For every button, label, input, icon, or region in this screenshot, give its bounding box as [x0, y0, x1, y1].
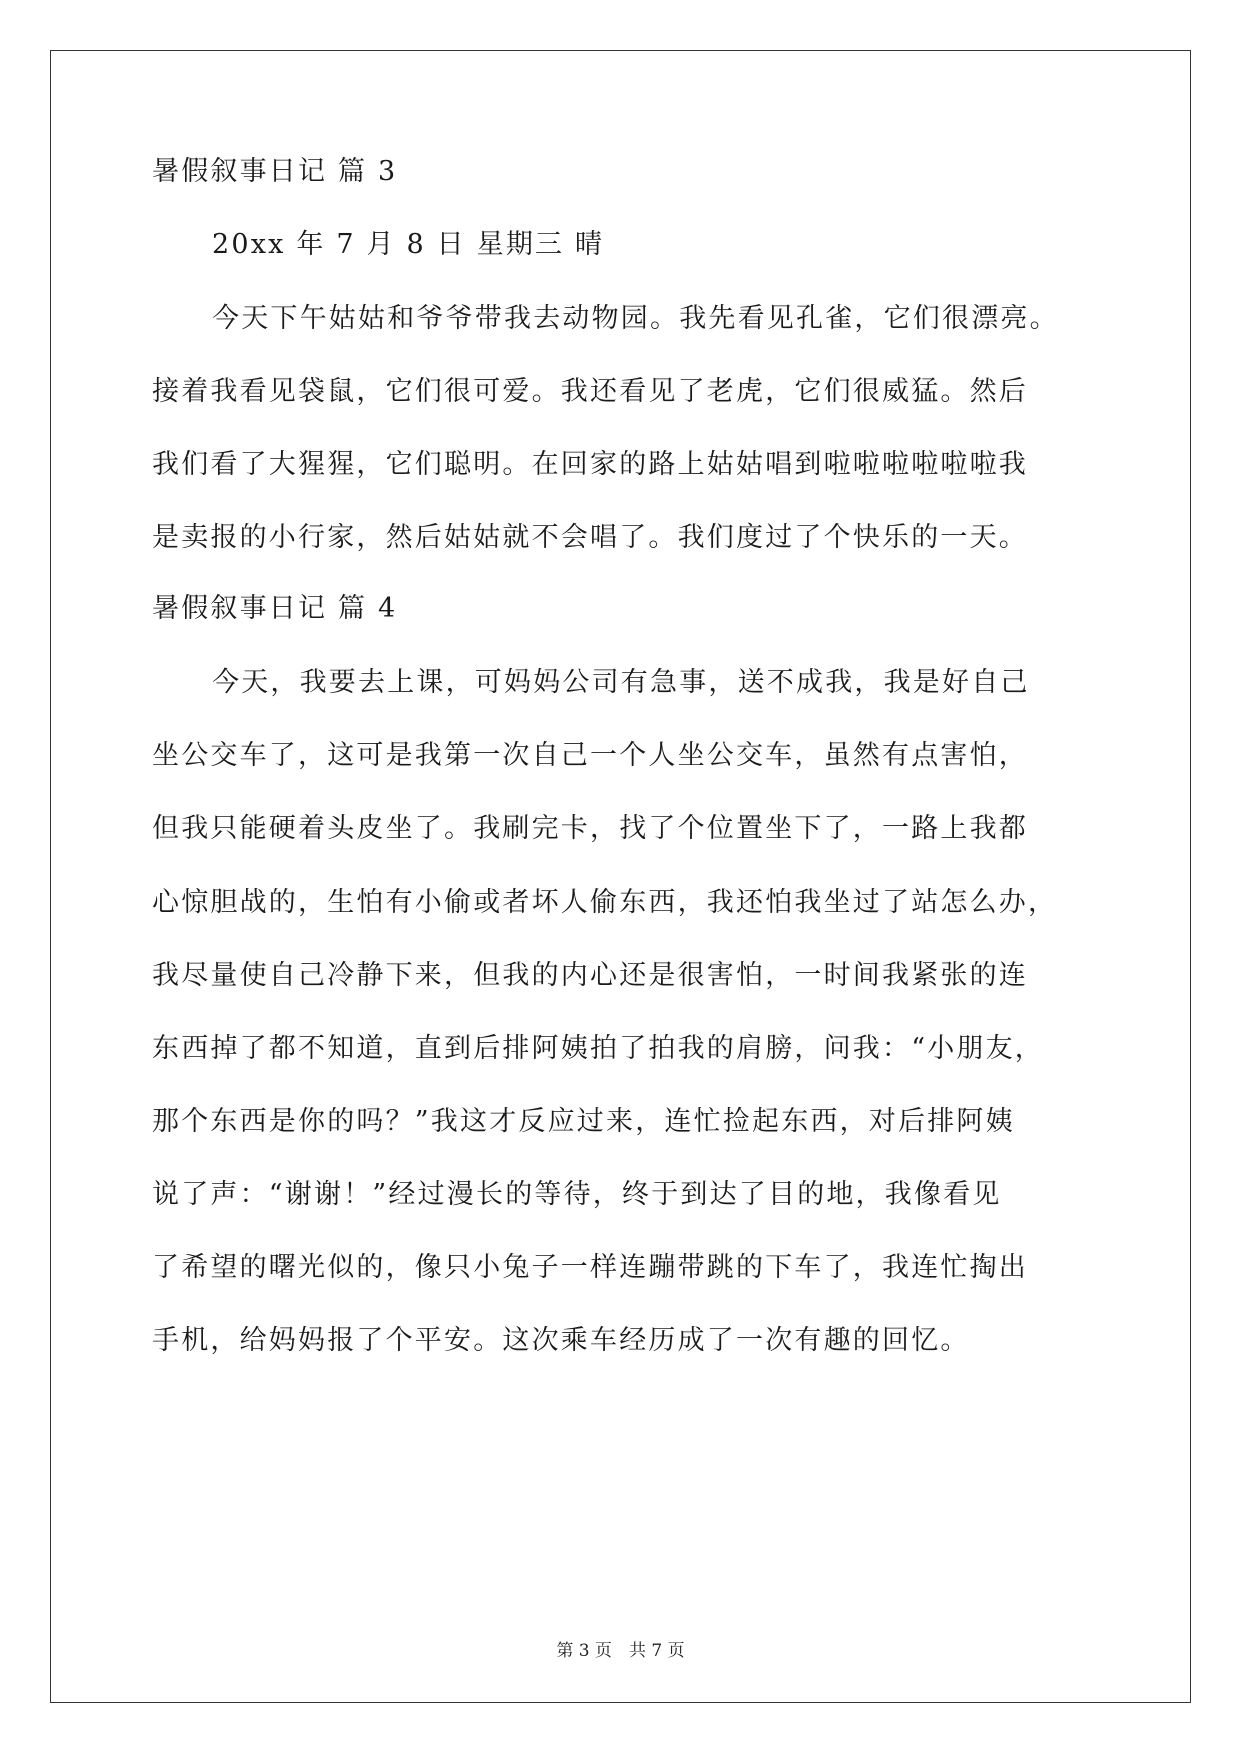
section-3-paragraph-line: 我们看了大猩猩，它们聪明。在回家的路上姑姑唱到啦啦啦啦啦啦我 — [152, 449, 1028, 480]
page-number-footer: 第 3 页 共 7 页 — [556, 1641, 685, 1661]
section-3-paragraph-line: 接着我看见袋鼠，它们很可爱。我还看见了老虎，它们很威猛。然后 — [152, 376, 1028, 407]
section-4-paragraph-line: 今天，我要去上课，可妈妈公司有急事，送不成我，我是好自己 — [212, 667, 1030, 698]
section-3-paragraph-line: 是卖报的小行家，然后姑姑就不会唱了。我们度过了个快乐的一天。 — [152, 522, 1028, 553]
section-4-paragraph-line: 说了声：“谢谢！”经过漫长的等待，终于到达了目的地，我像看见 — [152, 1179, 1002, 1210]
section-4-heading: 暑假叙事日记 篇 4 — [152, 593, 398, 624]
diary-date-line: 20xx 年 7 月 8 日 星期三 晴 — [212, 229, 605, 260]
page-border — [50, 50, 1191, 1703]
section-3-paragraph-line: 今天下午姑姑和爷爷带我去动物园。我先看见孔雀，它们很漂亮。 — [212, 303, 1059, 334]
section-4-paragraph-line: 了希望的曙光似的，像只小兔子一样连蹦带跳的下车了，我连忙掏出 — [152, 1252, 1028, 1283]
section-4-paragraph-line: 但我只能硬着头皮坐了。我刷完卡，找了个位置坐下了，一路上我都 — [152, 813, 1028, 844]
section-4-paragraph-line: 那个东西是你的吗？”我这才反应过来，连忙捡起东西，对后排阿姨 — [152, 1106, 1015, 1137]
section-4-paragraph-line: 东西掉了都不知道，直到后排阿姨拍了拍我的肩膀，问我：“小朋友， — [152, 1033, 1045, 1064]
section-4-paragraph-line: 坐公交车了，这可是我第一次自己一个人坐公交车，虽然有点害怕， — [152, 740, 1028, 771]
section-4-paragraph-line: 我尽量使自己冷静下来，但我的内心还是很害怕，一时间我紧张的连 — [152, 960, 1028, 991]
section-4-paragraph-line: 心惊胆战的，生怕有小偷或者坏人偷东西，我还怕我坐过了站怎么办， — [152, 887, 1058, 918]
section-3-heading: 暑假叙事日记 篇 3 — [152, 156, 398, 187]
section-4-paragraph-line: 手机，给妈妈报了个平安。这次乘车经历成了一次有趣的回忆。 — [152, 1325, 970, 1356]
